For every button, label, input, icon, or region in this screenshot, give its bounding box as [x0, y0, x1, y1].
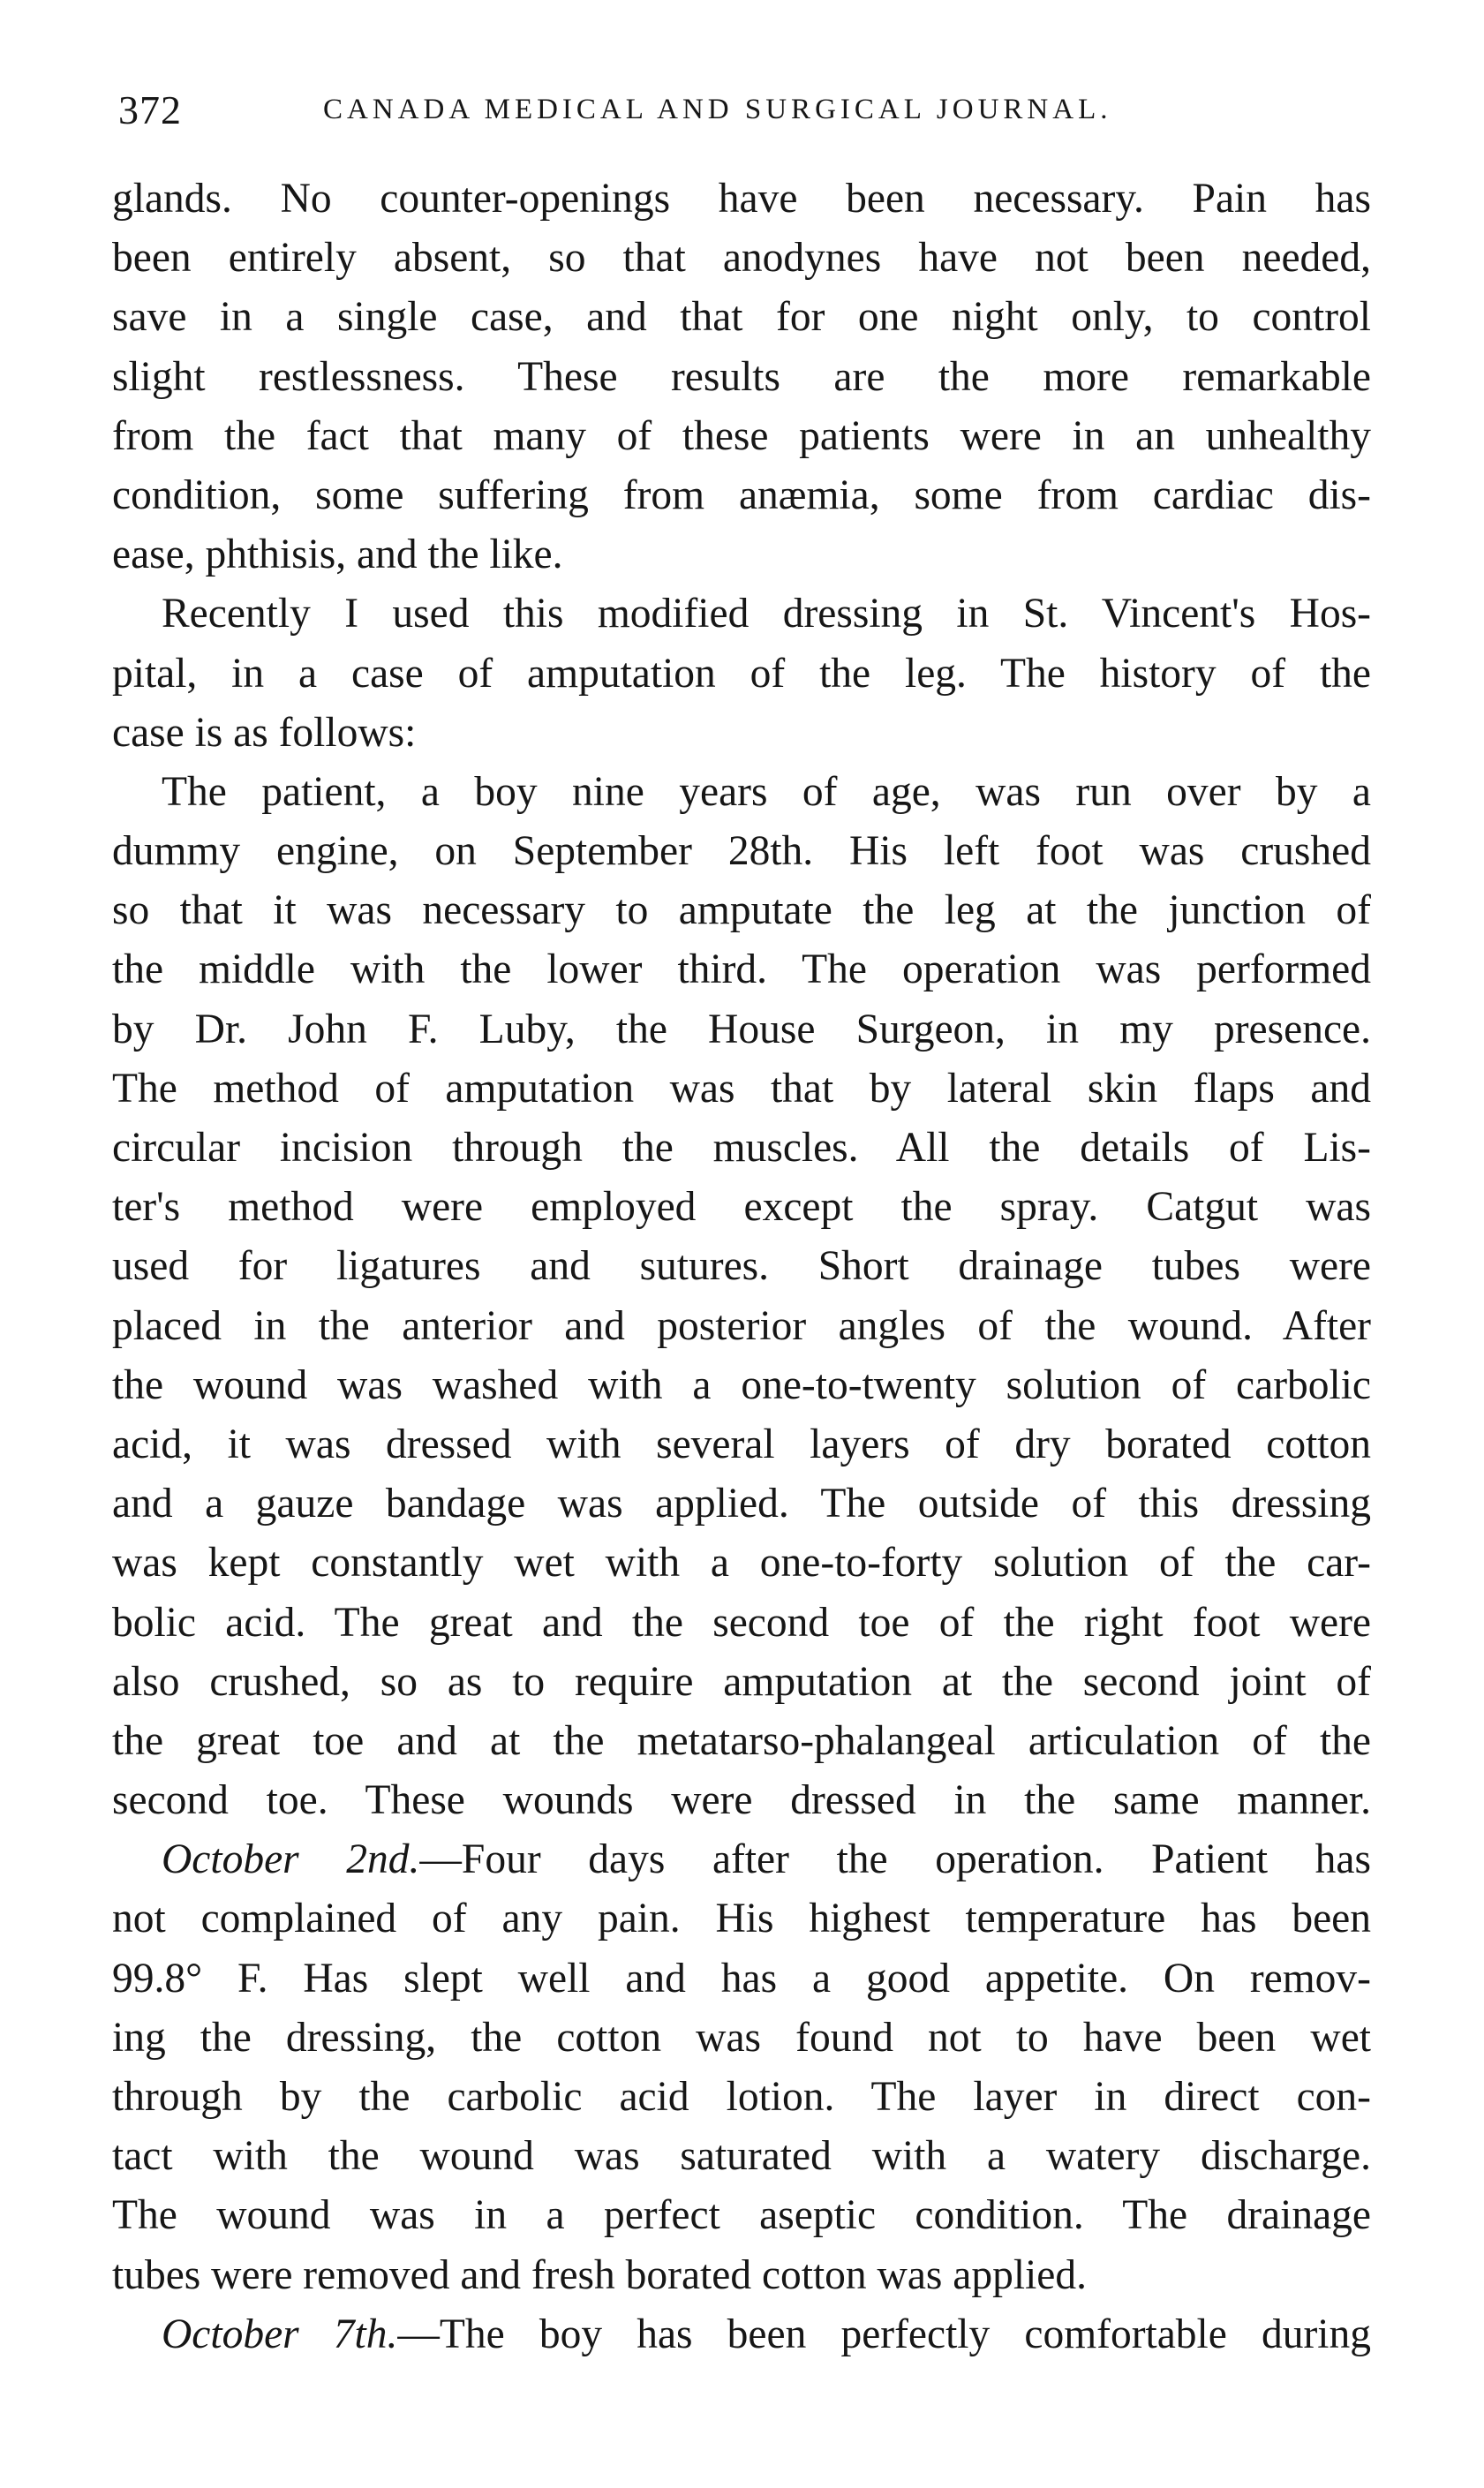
line-text: The method of amputation was that by lateral skin flaps and: [112, 1065, 1371, 1112]
line-text: tact with the wound was saturated with a watery discharge.: [112, 2133, 1371, 2180]
text-line: [112, 1474, 1371, 1534]
text-line: [112, 1119, 1371, 1178]
line-text: case is as follows:: [112, 709, 417, 756]
text-line: [112, 704, 1371, 763]
text-line: [112, 1712, 1371, 1771]
text-line: [112, 525, 1371, 584]
line-text: by Dr. John F. Luby, the House Surgeon, in my presence.: [112, 1006, 1371, 1052]
line-text: was kept constantly wet with a one-to-forty solution of the car-: [112, 1540, 1371, 1587]
line-text: acid, it was dressed with several layers of dry borated cotton: [112, 1421, 1371, 1467]
line-text: —Four days after the operation. Patient has: [419, 1836, 1371, 1883]
text-line: [112, 288, 1371, 347]
article-body-text: [112, 170, 1371, 2364]
text-line: [112, 1949, 1371, 2009]
line-text: used for ligatures and sutures. Short drainage tubes were: [112, 1243, 1371, 1290]
line-text: pital, in a case of amputation of the leg. The history of the: [112, 650, 1371, 697]
text-line: [112, 1297, 1371, 1356]
text-line: [112, 170, 1371, 229]
text-line: [112, 1653, 1371, 1712]
line-text: placed in the anterior and posterior angles of the wound. After: [112, 1302, 1371, 1349]
line-text: ease, phthisis, and the like.: [112, 532, 563, 578]
text-line: [112, 1059, 1371, 1119]
running-head: [118, 87, 1390, 139]
page-number: 372: [118, 87, 182, 132]
line-text: slight restlessness. These results are the more remarkable: [112, 353, 1371, 400]
text-line: [112, 2127, 1371, 2186]
text-line: [112, 1771, 1371, 1830]
line-text: bolic acid. The great and the second toe of the right foot were: [112, 1599, 1371, 1646]
text-line: [112, 822, 1371, 881]
line-text: also crushed, so as to require amputation at the second joint of: [112, 1658, 1371, 1705]
text-line: [112, 466, 1371, 525]
journal-title: CANADA MEDICAL AND SURGICAL JOURNAL.: [323, 94, 1112, 125]
line-text: The wound was in a perfect aseptic condition. The drainage: [112, 2192, 1371, 2239]
line-text: condition, some suffering from anæmia, some from cardiac dis-: [112, 471, 1371, 518]
text-line: [112, 1356, 1371, 1415]
line-text: not complained of any pain. His highest temperature has been: [112, 1896, 1371, 1942]
text-line: [112, 2068, 1371, 2127]
text-line: [112, 1594, 1371, 1653]
text-line: [112, 2305, 1371, 2364]
text-line: [112, 1415, 1371, 1474]
line-text: The patient, a boy nine years of age, was run over by a: [162, 768, 1371, 815]
line-text: Recently I used this modified dressing in St. Vincent's Hos-: [162, 591, 1371, 637]
text-line: [112, 881, 1371, 940]
line-text: from the fact that many of these patients were in an unhealthy: [112, 412, 1371, 459]
line-text: ing the dressing, the cotton was found not to have been wet: [112, 2014, 1371, 2061]
text-line: [112, 763, 1371, 822]
text-line: [112, 940, 1371, 999]
text-line: [112, 1000, 1371, 1059]
text-line: [112, 645, 1371, 704]
text-line: [112, 1237, 1371, 1296]
line-text: so that it was necessary to amputate the leg at the junction of: [112, 887, 1371, 934]
line-text: glands. No counter-openings have been necessary. Pain has: [112, 176, 1371, 222]
line-text: ter's method were employed except the spray. Catgut was: [112, 1184, 1371, 1231]
text-line: [112, 1178, 1371, 1237]
line-text: the great toe and at the metatarso-phalangeal articulation of the: [112, 1717, 1371, 1764]
entry-date: October 7th.: [162, 2311, 398, 2357]
text-line: [112, 2009, 1371, 2068]
text-line: [112, 348, 1371, 407]
entry-date: October 2nd.: [162, 1836, 420, 1883]
line-text: 99.8° F. Has slept well and has a good appetite. On remov-: [112, 1955, 1371, 2002]
text-line: [112, 229, 1371, 288]
line-text: the wound was washed with a one-to-twenty solution of carbolic: [112, 1361, 1371, 1408]
line-text: and a gauze bandage was applied. The outside of this dressing: [112, 1481, 1371, 1527]
text-line: [112, 1534, 1371, 1593]
line-text: —The boy has been perfectly comfortable during: [397, 2311, 1371, 2357]
text-line: [112, 1830, 1371, 1889]
text-line: [112, 2186, 1371, 2245]
line-text: tubes were removed and fresh borated cotton was applied.: [112, 2251, 1087, 2298]
text-line: [112, 584, 1371, 644]
line-text: through by the carbolic acid lotion. The layer in direct con-: [112, 2074, 1371, 2120]
text-line: [112, 2246, 1371, 2305]
text-line: [112, 1889, 1371, 1949]
line-text: second toe. These wounds were dressed in the same manner.: [112, 1777, 1371, 1824]
line-text: circular incision through the muscles. All the details of Lis-: [112, 1125, 1371, 1171]
text-line: [112, 407, 1371, 466]
line-text: dummy engine, on September 28th. His left foot was crushed: [112, 828, 1371, 875]
line-text: been entirely absent, so that anodynes have not been needed,: [112, 235, 1371, 282]
line-text: save in a single case, and that for one night only, to control: [112, 294, 1371, 341]
line-text: the middle with the lower third. The operation was performed: [112, 946, 1371, 993]
